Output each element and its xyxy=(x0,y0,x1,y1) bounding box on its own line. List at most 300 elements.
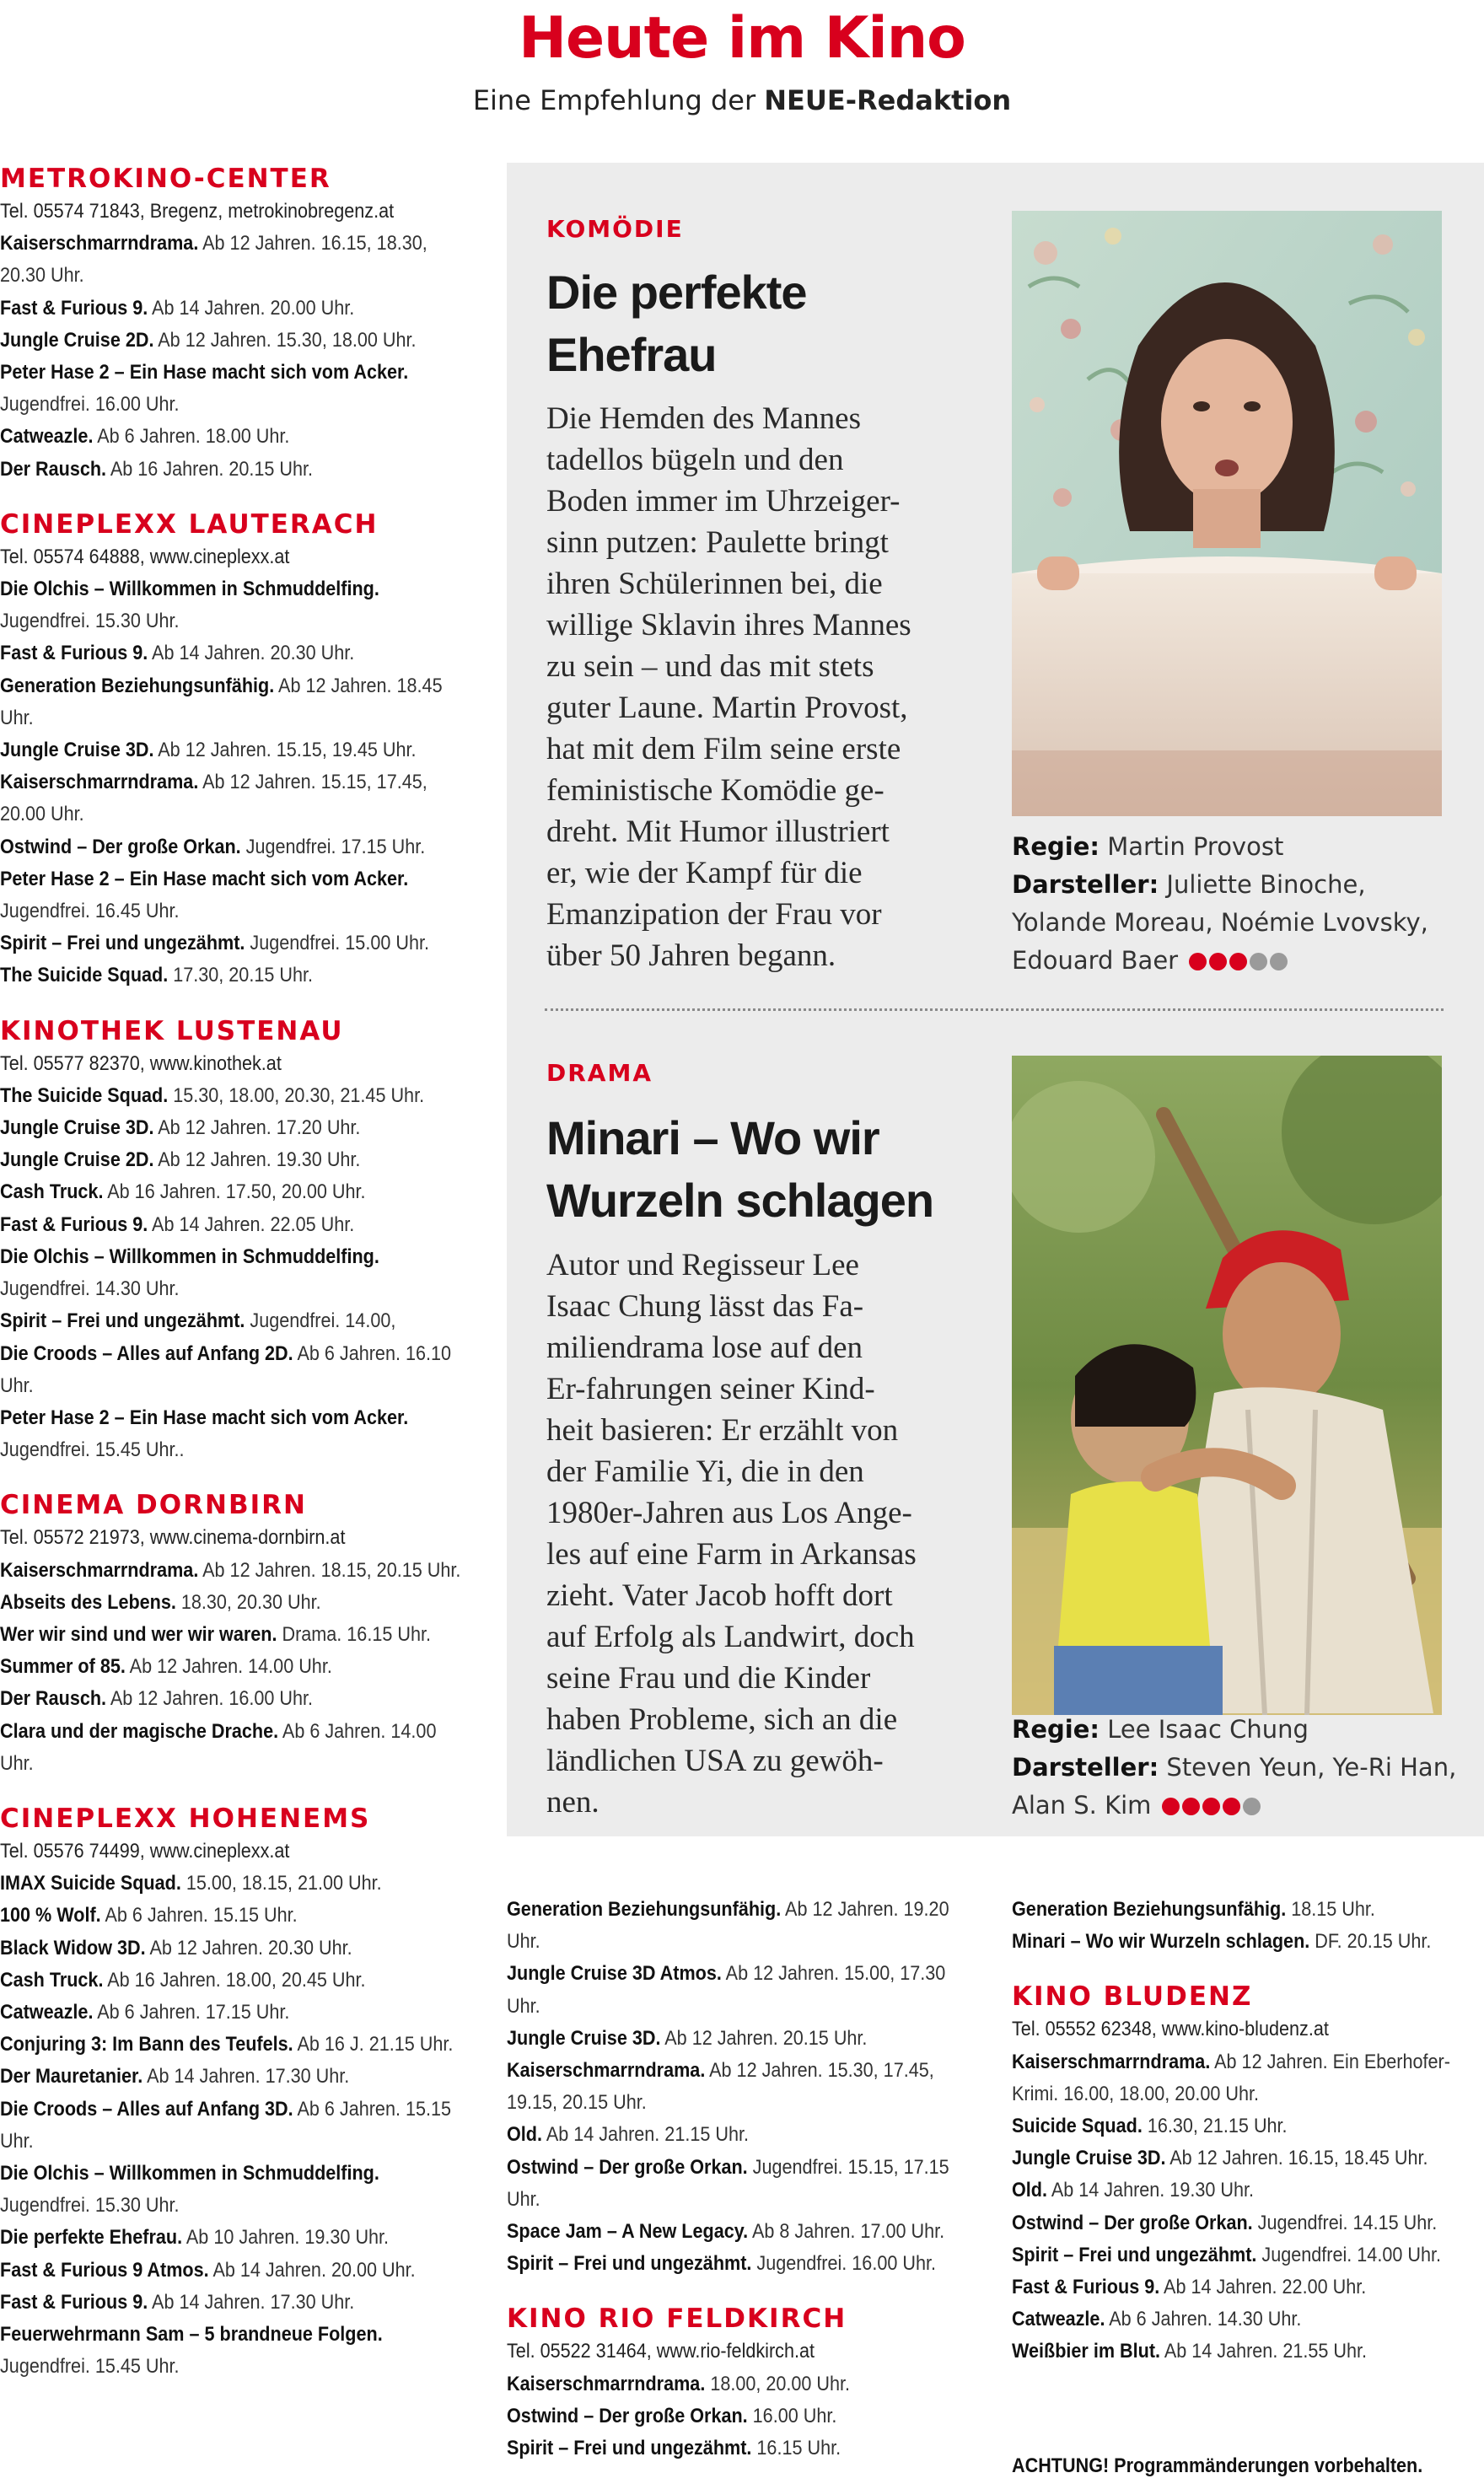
cast-label: Darsteller: xyxy=(1012,1753,1159,1782)
film-listing xyxy=(0,329,416,352)
cast-names: Edouard Baer xyxy=(1012,946,1179,975)
cinema-contact: Tel. 05552 62348, www.kino-bludenz.at xyxy=(1012,2018,1329,2041)
film-title: Ostwind – Der große Orkan. xyxy=(507,2404,748,2427)
film-info: Ab 14 Jahren. 17.30 Uhr. xyxy=(147,2065,350,2089)
film-listing xyxy=(0,1245,379,1300)
film-title: Minari – Wo wir Wurzeln schlagen. xyxy=(1012,1930,1310,1954)
film-info: Ab 12 Jahren. 16.15, 18.45 Uhr. xyxy=(1169,2147,1428,2170)
film-info: Ab 12 Jahren. 19.20 Uhr. xyxy=(507,1898,949,1954)
feature-text-line: feministische Komödie ge- xyxy=(546,773,884,808)
film-title: Spirit – Frei und ungezähmt. xyxy=(507,2437,752,2460)
feature-text-line: les auf eine Farm in Arkansas xyxy=(546,1537,917,1572)
film-info: Ab 12 Jahren. 15.30, 17.45, 19.15, 20.15 Uhr. xyxy=(507,2059,934,2115)
film-listing xyxy=(0,1116,360,1139)
film-title: Cash Truck. xyxy=(0,1180,104,1204)
film-title: Suicide Squad. xyxy=(1012,2115,1143,2138)
feature-text-line: Autor und Regisseur Lee xyxy=(546,1248,859,1282)
feature-divider xyxy=(545,1008,1444,1011)
film-title: Jungle Cruise 3D. xyxy=(507,2026,661,2050)
rating-dot-filled xyxy=(1223,1798,1240,1815)
film-title: Die Olchis – Willkommen in Schmuddelfing. xyxy=(0,578,379,601)
feature-text-line: hat mit dem Film seine erste xyxy=(546,732,901,766)
film-listing xyxy=(0,1084,424,1107)
film-info: Ab 12 Jahren. 15.30, 18.00 Uhr. xyxy=(158,328,417,352)
cinema-block xyxy=(0,1014,472,1467)
listings-middle-column xyxy=(507,1894,979,2486)
film-title: Spirit – Frei und ungezähmt. xyxy=(0,932,245,955)
feature-text-line: Isaac Chung lässt das Fa- xyxy=(546,1289,864,1324)
film-title: Fast & Furious 9 Atmos. xyxy=(0,2258,209,2282)
film-title: Fast & Furious 9. xyxy=(0,1212,148,1236)
film-title: Jungle Cruise 3D. xyxy=(0,1116,154,1140)
film-title: Ostwind – Der große Orkan. xyxy=(0,835,241,858)
film-still-minari-svg xyxy=(1012,1056,1442,1715)
film-info: 16.30, 21.15 Uhr. xyxy=(1147,2115,1288,2138)
feature-title-line: Wurzeln schlagen xyxy=(546,1174,934,1227)
cinema-block xyxy=(0,1802,472,2383)
film-listing xyxy=(1012,2051,1450,2105)
film-title: Conjuring 3: Im Bann des Teufels. xyxy=(0,2033,293,2056)
film-info: Ab 16 Jahren. 20.15 Uhr. xyxy=(110,457,314,481)
film-title: Kaiserschmarrndrama. xyxy=(0,771,199,794)
feature-text-line: 1980er-Jahren aus Los Ange- xyxy=(546,1496,912,1530)
film-info: Jugendfrei. 17.15 Uhr. xyxy=(245,835,426,858)
film-listing xyxy=(0,1559,460,1582)
film-info: Ab 14 Jahren. 20.00 Uhr. xyxy=(212,2258,416,2282)
film-info: Ab 8 Jahren. 17.00 Uhr. xyxy=(751,2220,945,2244)
film-listing xyxy=(0,361,408,416)
film-listing xyxy=(0,2001,289,2024)
film-info: Ab 14 Jahren. 21.15 Uhr. xyxy=(546,2123,749,2147)
film-listing xyxy=(0,964,313,986)
film-title: Generation Beziehungsunfähig. xyxy=(507,1898,782,1921)
film-title: Catweazle. xyxy=(1012,2308,1105,2331)
film-title: Weißbier im Blut. xyxy=(1012,2340,1161,2363)
film-title: Jungle Cruise 3D Atmos. xyxy=(507,1962,722,1986)
feature-genre: KOMÖDIE xyxy=(546,215,684,243)
film-title: Black Widow 3D. xyxy=(0,1936,146,1959)
film-title: Space Jam – A New Legacy. xyxy=(507,2220,749,2244)
film-listing xyxy=(507,2373,850,2395)
film-info: 18.15 Uhr. xyxy=(1291,1898,1375,1921)
film-info: Ab 12 Jahren. 14.00 Uhr. xyxy=(129,1655,332,1679)
film-title: Ostwind – Der große Orkan. xyxy=(1012,2211,1253,2234)
film-info: Ab 6 Jahren. 14.30 Uhr. xyxy=(1109,2308,1302,2331)
film-info: Ab 12 Jahren. 19.30 Uhr. xyxy=(158,1148,361,1172)
film-listing xyxy=(1012,2244,1441,2266)
film-title: Old. xyxy=(507,2123,543,2147)
film-listing xyxy=(507,2252,936,2275)
film-info: Ab 16 J. 21.15 Uhr. xyxy=(297,2033,454,2056)
film-title: Kaiserschmarrndrama. xyxy=(1012,2050,1211,2073)
film-info: Jugendfrei. 15.30 Uhr. xyxy=(0,610,180,633)
film-title: Spirit – Frei und ungezähmt. xyxy=(0,1309,245,1333)
film-info: Jugendfrei. 15.45 Uhr. xyxy=(0,2355,180,2379)
feature-text-line: miliendrama lose auf den xyxy=(546,1331,863,1365)
cinema-name: CINEPLEXX LAUTERACH xyxy=(0,508,379,540)
film-listing xyxy=(0,2033,453,2056)
cinema-name: KINO RIO FELDKIRCH xyxy=(507,2304,847,2335)
film-listing xyxy=(0,2162,379,2217)
film-title: Peter Hase 2 – Ein Hase macht sich vom Acker. xyxy=(0,361,409,384)
feature-text-line: nen. xyxy=(546,1785,600,1820)
film-listing xyxy=(1012,2308,1301,2330)
film-title: Spirit – Frei und ungezähmt. xyxy=(507,2252,752,2276)
film-listing xyxy=(507,2123,749,2146)
rating-dot-filled xyxy=(1209,953,1227,970)
film-title: Kaiserschmarrndrama. xyxy=(507,2059,706,2083)
cinema-program xyxy=(0,1048,471,1467)
film-title: Wer wir sind und wer wir waren. xyxy=(0,1622,277,1646)
director-label: Regie: xyxy=(1012,832,1100,861)
film-listing xyxy=(1012,2212,1437,2234)
feature-text-line: willige Sklavin ihres Mannes xyxy=(546,608,911,642)
film-info: DF. 20.15 Uhr. xyxy=(1315,1930,1432,1954)
rating-dot-empty xyxy=(1250,953,1267,970)
film-listing xyxy=(0,1720,436,1775)
film-title: Jungle Cruise 2D. xyxy=(0,1148,154,1172)
film-listing xyxy=(0,1213,354,1236)
film-title: Kaiserschmarrndrama. xyxy=(507,2372,706,2395)
film-still-minari xyxy=(1012,1056,1442,1715)
film-info: Jugendfrei. 16.45 Uhr. xyxy=(0,900,180,923)
cinema-contact: Tel. 05577 82370, www.kinothek.at xyxy=(0,1051,282,1075)
cinema-block xyxy=(507,1894,979,2280)
cinema-program xyxy=(507,2336,978,2465)
cinema-name: KINO BLUDENZ xyxy=(1012,1981,1253,2013)
film-listing xyxy=(0,1904,298,1927)
film-info: Ab 6 Jahren. 16.10 Uhr. xyxy=(0,1341,452,1397)
film-listing xyxy=(1012,2115,1288,2137)
film-listing xyxy=(507,2059,934,2114)
listings-left-column xyxy=(0,162,472,2405)
film-listing xyxy=(1012,1898,1375,1921)
film-title: Cash Truck. xyxy=(0,1968,104,1992)
film-listing xyxy=(0,1309,395,1332)
film-listing xyxy=(0,1406,408,1461)
film-listing xyxy=(0,1937,352,1959)
film-info: Jugendfrei. 15.45 Uhr.. xyxy=(0,1438,185,1462)
film-listing xyxy=(0,2259,416,2282)
film-listing xyxy=(0,1655,332,1678)
film-info: 18.00, 20.00 Uhr. xyxy=(710,2372,851,2395)
film-title: Jungle Cruise 2D. xyxy=(0,328,154,352)
film-info: Ab 14 Jahren. 20.30 Uhr. xyxy=(152,642,355,665)
film-info: Ab 6 Jahren. 18.00 Uhr. xyxy=(97,425,290,449)
film-info: Ab 12 Jahren. 17.20 Uhr. xyxy=(158,1116,361,1140)
cinema-contact: Tel. 05574 64888, www.cineplexx.at xyxy=(0,545,290,568)
film-listing xyxy=(1012,2179,1254,2201)
film-listing xyxy=(507,2220,944,2243)
film-info: Ab 14 Jahren. 17.30 Uhr. xyxy=(152,2290,355,2314)
director-name: Martin Provost xyxy=(1107,832,1284,861)
film-listing xyxy=(0,1180,365,1203)
film-info: Ab 14 Jahren. 22.05 Uhr. xyxy=(152,1212,355,1236)
film-title: Kaiserschmarrndrama. xyxy=(0,1558,199,1582)
rating-dot-empty xyxy=(1243,1798,1261,1815)
feature-text-line: er, wie der Kampf für die xyxy=(546,856,863,890)
film-info: Ab 12 Jahren. 15.15, 17.45, 20.00 Uhr. xyxy=(0,771,427,826)
subtitle-prefix: Eine Empfehlung der xyxy=(472,84,765,116)
feature-text xyxy=(546,1244,917,1823)
cinema-contact: Tel. 05574 71843, Bregenz, metrokinobregenz.at xyxy=(0,200,395,223)
feature-text xyxy=(546,398,911,976)
subtitle-bold: NEUE-Redaktion xyxy=(764,84,1012,116)
film-info: Jugendfrei. 15.15, 17.15 Uhr. xyxy=(507,2155,949,2211)
film-title: Die Croods – Alles auf Anfang 2D. xyxy=(0,1341,293,1365)
film-listing xyxy=(0,2065,349,2088)
film-info: Ab 14 Jahren. 22.00 Uhr. xyxy=(1164,2276,1367,2299)
film-listing xyxy=(0,2291,354,2314)
film-info: Ab 12 Jahren. 16.15, 18.30, 20.30 Uhr. xyxy=(0,232,427,288)
film-listing xyxy=(0,675,443,729)
cinema-contact: Tel. 05522 31464, www.rio-feldkirch.at xyxy=(507,2340,815,2363)
film-info: Ab 16 Jahren. 17.50, 20.00 Uhr. xyxy=(107,1180,366,1204)
film-info: Ab 12 Jahren. 20.30 Uhr. xyxy=(149,1936,352,1959)
film-title: Fast & Furious 9. xyxy=(0,296,148,320)
cinema-program xyxy=(0,541,471,992)
film-info: Jugendfrei. 16.00 Uhr. xyxy=(0,393,180,417)
film-info: 16.15 Uhr. xyxy=(756,2437,841,2460)
cinema-block xyxy=(0,162,472,486)
cinema-name: METROKINO-CENTER xyxy=(0,164,331,194)
film-title: 100 % Wolf. xyxy=(0,1904,101,1927)
film-title: Spirit – Frei und ungezähmt. xyxy=(1012,2243,1257,2266)
film-listing xyxy=(507,2156,949,2211)
film-listing xyxy=(0,297,354,320)
film-listing xyxy=(0,578,379,632)
film-title: Jungle Cruise 3D. xyxy=(1012,2147,1166,2170)
film-title: Kaiserschmarrndrama. xyxy=(0,232,199,255)
film-info: Ab 10 Jahren. 19.30 Uhr. xyxy=(186,2226,390,2250)
film-title: Die Olchis – Willkommen in Schmuddelfing. xyxy=(0,2161,379,2185)
film-listing xyxy=(1012,2340,1367,2363)
cinema-program xyxy=(0,196,471,486)
film-listing xyxy=(0,2226,389,2249)
film-info: Ab 6 Jahren. 17.15 Uhr. xyxy=(97,2000,290,2024)
feature-text-line: tadellos bügeln und den xyxy=(546,443,844,477)
film-listing xyxy=(0,1591,321,1614)
film-listing xyxy=(0,1342,451,1397)
film-info: 16.00 Uhr. xyxy=(752,2404,837,2427)
film-still-binoche-svg xyxy=(1012,211,1442,816)
film-listing xyxy=(0,868,408,922)
film-title: Die Olchis – Willkommen in Schmuddelfing. xyxy=(0,1244,379,1268)
film-still-binoche xyxy=(1012,211,1442,816)
cast-names: Juliette Binoche, xyxy=(1166,870,1366,899)
film-listing xyxy=(507,2405,836,2427)
film-title: Generation Beziehungsunfähig. xyxy=(1012,1898,1287,1921)
film-title: Peter Hase 2 – Ein Hase macht sich vom Acker. xyxy=(0,1406,409,1429)
film-title: IMAX Suicide Squad. xyxy=(0,1872,181,1895)
cinema-program xyxy=(0,1836,471,2383)
rating-dot-filled xyxy=(1202,1798,1220,1815)
page-title: Heute im Kino xyxy=(519,5,965,72)
film-title: The Suicide Squad. xyxy=(0,964,169,987)
film-title: Feuerwehrmann Sam – 5 brandneue Folgen. xyxy=(0,2322,383,2346)
film-title: Der Rausch. xyxy=(0,1687,107,1711)
film-title: Ostwind – Der große Orkan. xyxy=(507,2155,748,2179)
feature-genre: DRAMA xyxy=(546,1059,653,1087)
film-listing xyxy=(0,932,429,954)
feature-text-line: dreht. Mit Humor illustriert xyxy=(546,814,890,849)
film-title: Catweazle. xyxy=(0,425,94,449)
film-listing xyxy=(0,458,313,481)
film-listing xyxy=(507,1962,945,2017)
cinema-block xyxy=(507,2302,979,2465)
film-title: Abseits des Lebens. xyxy=(0,1590,176,1614)
feature-text-line: Die Hemden des Mannes xyxy=(546,401,861,436)
film-title: Peter Hase 2 – Ein Hase macht sich vom Acker. xyxy=(0,867,409,890)
film-info: Jugendfrei. 14.30 Uhr. xyxy=(0,1277,180,1301)
film-info: Ab 12 Jahren. 20.15 Uhr. xyxy=(664,2026,868,2050)
film-info: Jugendfrei. 16.00 Uhr. xyxy=(756,2252,936,2276)
rating-dot-empty xyxy=(1270,953,1288,970)
rating-dot-filled xyxy=(1182,1798,1200,1815)
film-listing xyxy=(0,642,354,664)
cast-names: Alan S. Kim xyxy=(1012,1791,1152,1820)
feature-title-line: Minari – Wo wir xyxy=(546,1111,879,1164)
film-info: 15.30, 18.00, 20.30, 21.45 Uhr. xyxy=(173,1083,425,1107)
cinema-block xyxy=(0,1488,472,1780)
film-listing xyxy=(0,1148,360,1171)
film-info: Jugendfrei. 14.00 Uhr. xyxy=(1261,2243,1441,2266)
director-label: Regie: xyxy=(1012,1715,1100,1744)
film-listing xyxy=(0,1623,431,1646)
film-title: Fast & Furious 9. xyxy=(1012,2276,1160,2299)
feature-title xyxy=(546,1107,933,1232)
film-title: Clara und der magische Drache. xyxy=(0,1719,279,1743)
feature-text-line: zieht. Vater Jacob hofft dort xyxy=(546,1578,893,1613)
feature-text-line: ihren Schülerinnen bei, die xyxy=(546,567,883,601)
film-info: Ab 12 Jahren. Ein Eberhofer-Krimi. 16.00, 18.00, 20.00 Uhr. xyxy=(1012,2050,1450,2105)
film-info: Ab 16 Jahren. 18.00, 20.45 Uhr. xyxy=(107,1968,366,1992)
feature-text-line: zu sein – und das mit stets xyxy=(546,649,874,684)
cinema-contact: Tel. 05572 21973, www.cinema-dornbirn.at xyxy=(0,1526,346,1550)
rating-dot-filled xyxy=(1162,1798,1180,1815)
film-title: Catweazle. xyxy=(0,2000,94,2024)
rating-dots xyxy=(1186,943,1288,981)
feature-text-line: Boden immer im Uhrzeiger- xyxy=(546,484,901,519)
film-info: Ab 6 Jahren. 15.15 Uhr. xyxy=(0,2097,452,2153)
feature-text-line: auf Erfolg als Landwirt, doch xyxy=(546,1620,915,1654)
cinema-name: CINEPLEXX HOHENEMS xyxy=(0,1803,371,1834)
program-notice: ACHTUNG! Programmänderungen vorbehalten. xyxy=(1012,2454,1423,2477)
film-info: Ab 6 Jahren. 14.00 Uhr. xyxy=(0,1719,437,1775)
rating-dot-filled xyxy=(1229,953,1247,970)
film-info: Jugendfrei. 14.00, xyxy=(250,1309,396,1333)
film-info: Jugendfrei. 15.00 Uhr. xyxy=(250,932,429,955)
film-listing xyxy=(0,2323,383,2378)
film-info: Ab 6 Jahren. 15.15 Uhr. xyxy=(105,1904,298,1927)
film-info: Ab 14 Jahren. 21.55 Uhr. xyxy=(1164,2340,1368,2363)
film-title: Der Rausch. xyxy=(0,457,107,481)
film-info: 18.30, 20.30 Uhr. xyxy=(180,1590,321,1614)
feature-credits xyxy=(1012,828,1428,981)
feature-text-line: sinn putzen: Paulette bringt xyxy=(546,525,889,560)
film-info: Ab 12 Jahren. 18.15, 20.15 Uhr. xyxy=(202,1558,461,1582)
film-title: Der Mauretanier. xyxy=(0,2065,143,2089)
feature-title-line: Ehefrau xyxy=(546,328,717,381)
film-info: Drama. 16.15 Uhr. xyxy=(282,1622,431,1646)
film-title: Jungle Cruise 3D. xyxy=(0,739,154,762)
cinema-contact: Tel. 05576 74499, www.cineplexx.at xyxy=(0,1839,290,1863)
film-listing xyxy=(0,771,427,825)
feature-title xyxy=(546,261,807,386)
film-title: Summer of 85. xyxy=(0,1655,126,1679)
feature-text-line: der Familie Yi, die in den xyxy=(546,1454,864,1489)
feature-text-line: Er-fahrungen seiner Kind- xyxy=(546,1372,875,1406)
rating-dots xyxy=(1159,1788,1261,1826)
cinema-name: CINEMA DORNBIRN xyxy=(0,1490,307,1521)
cinema-program xyxy=(1012,1894,1483,1958)
director-name: Lee Isaac Chung xyxy=(1107,1715,1309,1744)
film-title: Fast & Furious 9. xyxy=(0,642,148,665)
cast-names: Steven Yeun, Ye-Ri Han, xyxy=(1166,1753,1457,1782)
cast-label: Darsteller: xyxy=(1012,870,1159,899)
film-info: Ab 14 Jahren. 19.30 Uhr. xyxy=(1051,2179,1254,2202)
cinema-program xyxy=(1012,2013,1483,2368)
feature-text-line: seine Frau und die Kinder xyxy=(546,1661,871,1696)
film-info: Ab 12 Jahren. 18.45 Uhr. xyxy=(0,674,443,729)
rating-dot-filled xyxy=(1189,953,1207,970)
film-listing xyxy=(0,2098,451,2153)
film-info: Jugendfrei. 15.30 Uhr. xyxy=(0,2194,180,2218)
film-listing xyxy=(0,232,427,287)
film-info: Ab 12 Jahren. 15.15, 19.45 Uhr. xyxy=(158,739,417,762)
cinema-block xyxy=(1012,1894,1484,1958)
film-info: 17.30, 20.15 Uhr. xyxy=(173,964,313,987)
film-listing xyxy=(1012,2276,1366,2298)
film-title: Generation Beziehungsunfähig. xyxy=(0,674,275,697)
listings-right-column xyxy=(1012,1894,1484,2390)
film-listing xyxy=(0,739,416,761)
film-info: Ab 12 Jahren. 16.00 Uhr. xyxy=(110,1687,314,1711)
film-title: Die perfekte Ehefrau. xyxy=(0,2226,183,2250)
film-title: Fast & Furious 9. xyxy=(0,2290,148,2314)
feature-text-line: ländlichen USA zu gewöh- xyxy=(546,1744,884,1778)
film-listing xyxy=(507,1898,949,1953)
feature-text-line: Emanzipation der Frau vor xyxy=(546,897,882,932)
feature-text-line: über 50 Jahren begann. xyxy=(546,938,836,973)
film-listing xyxy=(0,1969,365,1992)
cinema-block xyxy=(0,508,472,992)
feature-credits xyxy=(1012,1711,1456,1826)
page-subtitle xyxy=(0,84,1484,116)
cinema-block xyxy=(1012,1980,1484,2368)
film-listing xyxy=(1012,1930,1431,1953)
film-info: 15.00, 18.15, 21.00 Uhr. xyxy=(186,1872,382,1895)
feature-text-line: haben Probleme, sich an die xyxy=(546,1702,898,1737)
film-info: Jugendfrei. 14.15 Uhr. xyxy=(1257,2211,1438,2234)
cinema-program xyxy=(507,1894,978,2280)
film-title: Old. xyxy=(1012,2179,1048,2202)
feature-text-line: guter Laune. Martin Provost, xyxy=(546,691,908,725)
film-title: The Suicide Squad. xyxy=(0,1083,169,1107)
film-listing xyxy=(507,2027,867,2050)
film-listing xyxy=(1012,2147,1428,2169)
feature-text-line: heit basieren: Er erzählt von xyxy=(546,1413,899,1448)
cinema-program xyxy=(0,1522,471,1780)
film-listing xyxy=(0,425,289,448)
film-listing xyxy=(507,2437,841,2459)
film-info: Ab 14 Jahren. 20.00 Uhr. xyxy=(152,296,355,320)
film-listing xyxy=(0,1687,313,1710)
feature-title-line: Die perfekte xyxy=(546,266,807,319)
film-listing xyxy=(0,1872,382,1895)
cast-names: Yolande Moreau, Noémie Lvovsky, xyxy=(1012,908,1428,937)
film-info: Ab 12 Jahren. 15.00, 17.30 Uhr. xyxy=(507,1962,946,2018)
